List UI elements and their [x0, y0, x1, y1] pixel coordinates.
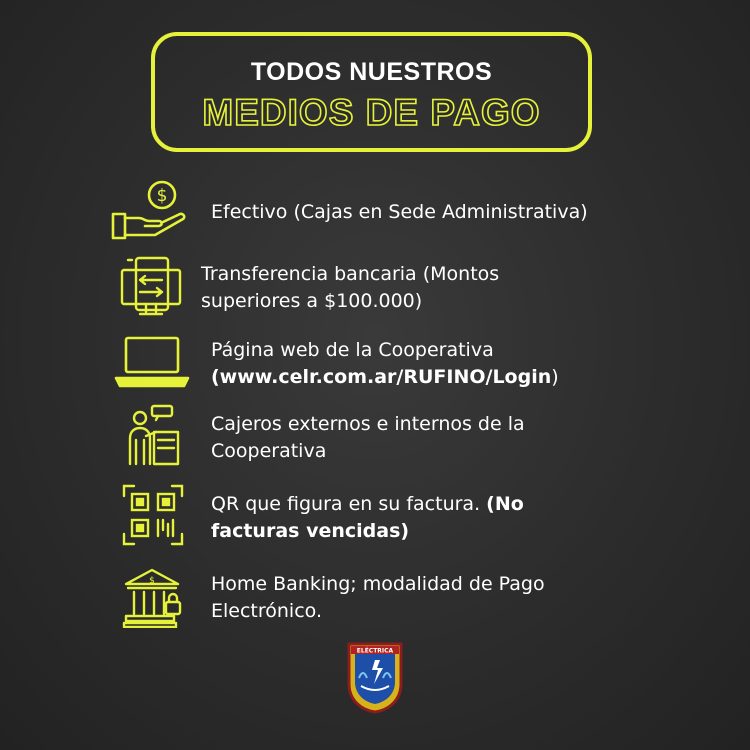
- laptop-icon: [114, 336, 190, 392]
- qr-label-line1: [211, 491, 524, 518]
- web-label-line2: [211, 364, 559, 391]
- header-title-main: MEDIOS DE PAGO: [202, 92, 541, 133]
- atm-icon: [126, 404, 182, 470]
- svg-text:$: $: [149, 576, 155, 586]
- qr-label-line2: facturas vencidas): [211, 520, 410, 542]
- bank-transfer-icon: [118, 256, 184, 322]
- cooperativa-logo: [343, 638, 407, 714]
- svg-text:$: $: [156, 186, 168, 206]
- home-banking-label-line1: Home Banking; modalidad de Pago: [211, 573, 545, 595]
- qr-label-text: QR que figura en su factura.: [211, 493, 487, 515]
- home-banking-icon: [122, 566, 184, 632]
- transfer-label-line1: Transferencia bancaria (Montos: [201, 263, 500, 285]
- header-title-top: TODOS NUESTROS: [250, 58, 493, 86]
- qr-label-bold: (No: [486, 493, 524, 515]
- atm-label-line1: Cajeros externos e internos de la: [211, 413, 525, 435]
- web-label-paren: ): [551, 366, 559, 388]
- atm-label-line2: Cooperativa: [211, 440, 327, 462]
- transfer-label-line2: superiores a $100.000): [201, 290, 423, 312]
- qr-code-icon: [122, 484, 184, 550]
- cash-hand-icon: [110, 180, 190, 246]
- header-box: [151, 32, 592, 152]
- web-label-line1: Página web de la Cooperativa: [211, 339, 494, 361]
- cash-label: Efectivo (Cajas en Sede Administrativa): [211, 201, 588, 223]
- svg-text:ELÉCTRICA: ELÉCTRICA: [356, 647, 394, 655]
- home-banking-label-line2: Electrónico.: [211, 600, 322, 622]
- web-url-link[interactable]: (www.celr.com.ar/RUFINO/Login: [211, 366, 552, 388]
